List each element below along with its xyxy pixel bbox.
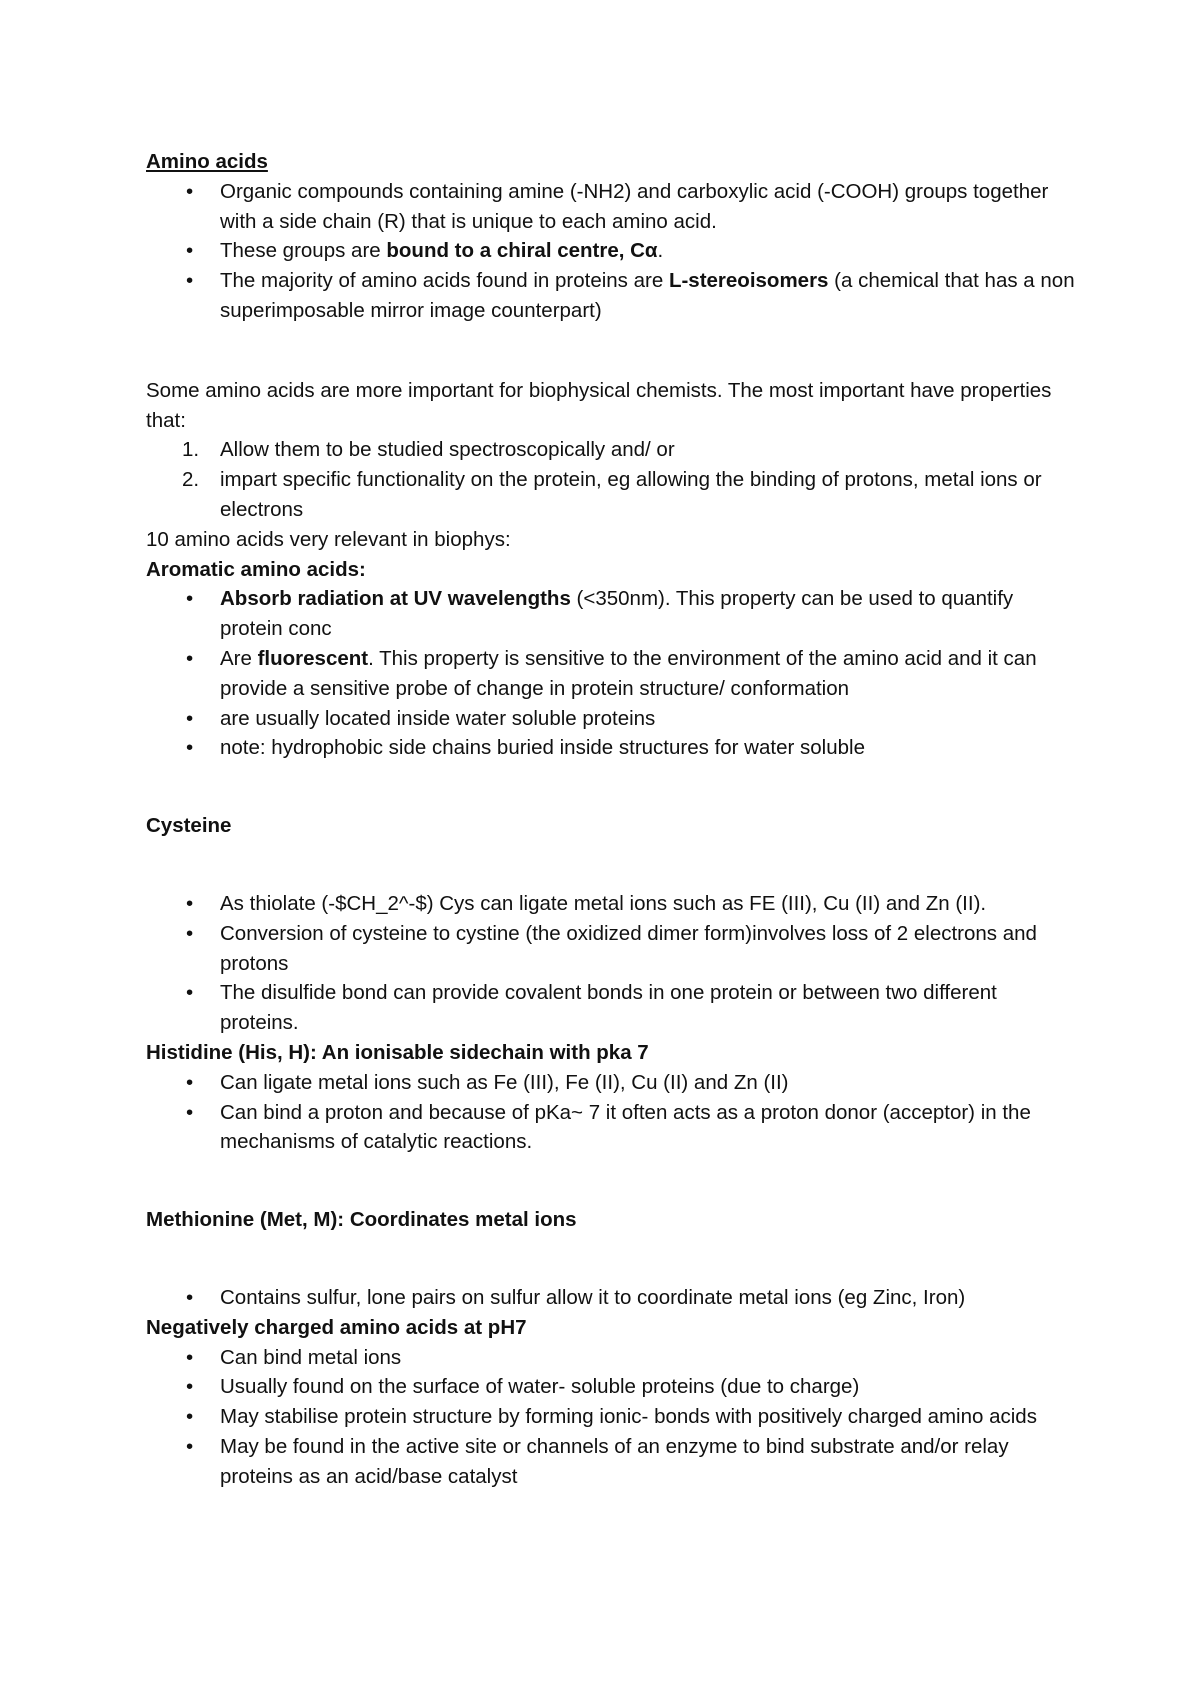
heading-amino-acids: Amino acids	[146, 150, 268, 173]
intro-paragraph: Some amino acids are more important for biophysical chemists. The most important have properties that:	[146, 378, 1052, 432]
list-item: 1. Allow them to be studied spectroscopically and/ or	[182, 438, 675, 462]
heading-histidine: Histidine (His, H): An ionisable sidechain with pka 7	[146, 1040, 649, 1064]
list-item: • May stabilise protein structure by forming ionic- bonds with positively charged amino acids	[146, 1402, 1076, 1432]
heading-negative: Negatively charged amino acids at pH7	[146, 1315, 527, 1339]
list-item: • Can bind metal ions	[146, 1343, 1076, 1373]
list-item: • These groups are bound to a chiral centre, Cα.	[146, 236, 1076, 266]
amino-acids-list	[146, 177, 1076, 326]
list-item: • Are fluorescent. This property is sensitive to the environment of the amino acid and it can provide a sensitive probe of change in protein structure/ conformation	[146, 644, 1076, 704]
list-item: • are usually located inside water soluble proteins	[146, 704, 1076, 734]
list-item: • Absorb radiation at UV wavelengths (<350nm). This property can be used to quantify protein conc	[146, 584, 1076, 644]
list-item: • Usually found on the surface of water- soluble proteins (due to charge)	[146, 1372, 1076, 1402]
properties-list	[146, 435, 1076, 524]
list-item: • Organic compounds containing amine (-NH2) and carboxylic acid (-COOH) groups together with a side chain (R) that is unique to each amino acid.	[146, 177, 1076, 237]
list-item: • Contains sulfur, lone pairs on sulfur allow it to coordinate metal ions (eg Zinc, Iron)	[146, 1283, 1076, 1313]
heading-aromatic: Aromatic amino acids:	[146, 557, 366, 581]
histidine-list	[146, 1068, 1076, 1157]
count-line: 10 amino acids very relevant in biophys:	[146, 527, 511, 551]
list-item: • As thiolate (-$CH_2^-$) Cys can ligate metal ions such as FE (III), Cu (II) and Zn (II).	[146, 889, 1076, 919]
list-item: • Conversion of cysteine to cystine (the oxidized dimer form)involves loss of 2 electrons and protons	[146, 919, 1076, 979]
methionine-list	[146, 1283, 1076, 1313]
list-item: 2. impart specific functionality on the protein, eg allowing the binding of protons, metal ions or electrons	[182, 468, 1042, 521]
list-item: • May be found in the active site or channels of an enzyme to bind substrate and/or relay proteins as an acid/base catalyst	[146, 1432, 1076, 1492]
list-item: • Can bind a proton and because of pKa~ 7 it often acts as a proton donor (acceptor) in the mechanisms of catalytic reactions.	[146, 1098, 1076, 1158]
list-item: • The disulfide bond can provide covalent bonds in one protein or between two different proteins.	[146, 978, 1076, 1038]
negative-list	[146, 1343, 1076, 1492]
aromatic-list	[146, 584, 1076, 763]
list-item: • The majority of amino acids found in proteins are L-stereoisomers (a chemical that has a non superimposable mirror image counterpart)	[146, 266, 1076, 326]
heading-methionine: Methionine (Met, M): Coordinates metal ions	[146, 1208, 577, 1232]
heading-cysteine: Cysteine	[146, 814, 232, 838]
list-item: • Can ligate metal ions such as Fe (III), Fe (II), Cu (II) and Zn (II)	[146, 1068, 1076, 1098]
document-page	[146, 147, 1076, 1491]
cysteine-list	[146, 889, 1076, 1038]
list-item: • note: hydrophobic side chains buried inside structures for water soluble	[146, 733, 1076, 763]
